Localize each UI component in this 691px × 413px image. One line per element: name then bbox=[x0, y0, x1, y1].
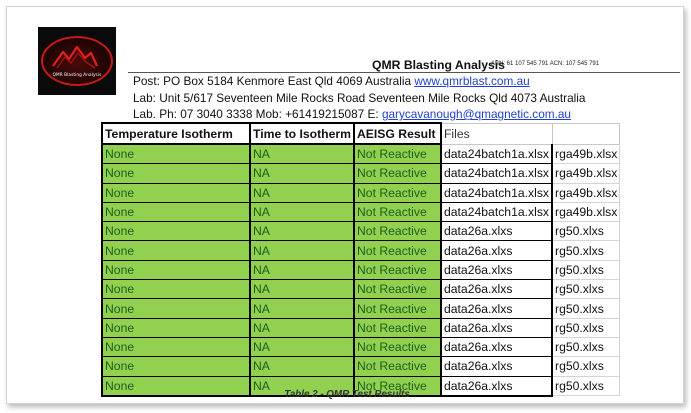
company-logo bbox=[38, 27, 116, 95]
cell-data-file: data26a.xlxs bbox=[441, 337, 552, 356]
letterhead-abn: ABN: 61 107 545 791 ACN: 107 545 791 bbox=[491, 61, 600, 67]
cell-aeisg-result: Not Reactive bbox=[354, 318, 441, 337]
table-row bbox=[102, 144, 620, 164]
cell-data-file: data24batch1a.xlsx bbox=[441, 183, 552, 202]
cell-time-to-isotherm: NA bbox=[250, 202, 354, 221]
table-row bbox=[102, 222, 620, 241]
contact-line bbox=[133, 107, 571, 121]
cell-aeisg-result: Not Reactive bbox=[354, 376, 441, 396]
postal-address: Post: PO Box 5184 Kenmore East Qld 4069 Australia bbox=[133, 74, 415, 88]
cell-data-file: data26a.xlxs bbox=[441, 357, 552, 376]
cell-rga-file: rga49b.xlsx bbox=[552, 183, 620, 202]
website-link[interactable]: www.qmrblast.com.au bbox=[414, 74, 530, 88]
table-header-row bbox=[102, 123, 620, 144]
cell-data-file: data26a.xlxs bbox=[441, 280, 552, 299]
cell-rga-file: rg50.xlxs bbox=[552, 222, 620, 241]
cell-time-to-isotherm: NA bbox=[250, 299, 354, 318]
cell-rga-file: rg50.xlxs bbox=[552, 260, 620, 279]
cell-temperature-isotherm: None bbox=[102, 241, 250, 260]
cell-aeisg-result: Not Reactive bbox=[354, 241, 441, 260]
cell-temperature-isotherm: None bbox=[102, 144, 250, 164]
table-row bbox=[102, 357, 620, 376]
cell-time-to-isotherm: NA bbox=[250, 222, 354, 241]
cell-aeisg-result: Not Reactive bbox=[354, 183, 441, 202]
header-time-to-isotherm: Time to Isotherm bbox=[250, 123, 354, 144]
table-row bbox=[102, 299, 620, 318]
cell-temperature-isotherm: None bbox=[102, 202, 250, 221]
cell-temperature-isotherm: None bbox=[102, 280, 250, 299]
cell-time-to-isotherm: NA bbox=[250, 357, 354, 376]
cell-temperature-isotherm: None bbox=[102, 357, 250, 376]
cell-time-to-isotherm: NA bbox=[250, 144, 354, 164]
letterhead-divider bbox=[128, 72, 680, 73]
cell-aeisg-result: Not Reactive bbox=[354, 164, 441, 183]
cell-rga-file: rga49b.xlsx bbox=[552, 164, 620, 183]
cell-rga-file: rga49b.xlsx bbox=[552, 144, 620, 164]
cell-temperature-isotherm: None bbox=[102, 222, 250, 241]
table-row bbox=[102, 280, 620, 299]
cell-data-file: data26a.xlxs bbox=[441, 222, 552, 241]
cell-aeisg-result: Not Reactive bbox=[354, 280, 441, 299]
logo-mountain-icon bbox=[51, 44, 99, 70]
table-row bbox=[102, 202, 620, 221]
cell-time-to-isotherm: NA bbox=[250, 376, 354, 396]
cell-rga-file: rg50.xlxs bbox=[552, 299, 620, 318]
cell-time-to-isotherm: NA bbox=[250, 318, 354, 337]
document-page bbox=[6, 6, 684, 404]
email-link[interactable]: garycavanough@qmagnetic.com.au bbox=[381, 107, 571, 121]
header-aeisg-result: AEISG Result bbox=[354, 123, 441, 144]
cell-temperature-isotherm: None bbox=[102, 299, 250, 318]
cell-rga-file: rg50.xlxs bbox=[552, 318, 620, 337]
cell-data-file: data26a.xlxs bbox=[441, 299, 552, 318]
header-files: Files bbox=[441, 123, 552, 144]
header-files-extra bbox=[552, 123, 620, 144]
logo-emblem bbox=[41, 36, 113, 86]
cell-rga-file: rg50.xlxs bbox=[552, 280, 620, 299]
table-row bbox=[102, 241, 620, 260]
cell-temperature-isotherm: None bbox=[102, 183, 250, 202]
cell-aeisg-result: Not Reactive bbox=[354, 299, 441, 318]
cell-aeisg-result: Not Reactive bbox=[354, 202, 441, 221]
cell-rga-file: rg50.xlxs bbox=[552, 357, 620, 376]
cell-time-to-isotherm: NA bbox=[250, 183, 354, 202]
results-table bbox=[101, 122, 620, 397]
letterhead-title: QMR Blasting Analysis bbox=[372, 58, 505, 72]
cell-rga-file: rga49b.xlsx bbox=[552, 202, 620, 221]
cell-data-file: data24batch1a.xlsx bbox=[441, 144, 552, 164]
table-row bbox=[102, 260, 620, 279]
cell-temperature-isotherm: None bbox=[102, 164, 250, 183]
cell-data-file: data24batch1a.xlsx bbox=[441, 202, 552, 221]
cell-time-to-isotherm: NA bbox=[250, 280, 354, 299]
table-row bbox=[102, 183, 620, 202]
cell-data-file: data26a.xlxs bbox=[441, 318, 552, 337]
cell-temperature-isotherm: None bbox=[102, 376, 250, 396]
cell-aeisg-result: Not Reactive bbox=[354, 337, 441, 356]
cell-data-file: data26a.xlxs bbox=[441, 241, 552, 260]
cell-time-to-isotherm: NA bbox=[250, 337, 354, 356]
postal-address-line bbox=[133, 74, 530, 88]
cell-data-file: data26a.xlxs bbox=[441, 376, 552, 396]
table-row bbox=[102, 337, 620, 356]
cell-time-to-isotherm: NA bbox=[250, 241, 354, 260]
cell-rga-file: rg50.xlxs bbox=[552, 376, 620, 396]
cell-aeisg-result: Not Reactive bbox=[354, 144, 441, 164]
table-row bbox=[102, 164, 620, 183]
logo-text: QMR Blasting Analysis bbox=[52, 72, 102, 77]
cell-time-to-isotherm: NA bbox=[250, 164, 354, 183]
cell-time-to-isotherm: NA bbox=[250, 260, 354, 279]
cell-temperature-isotherm: None bbox=[102, 337, 250, 356]
cell-aeisg-result: Not Reactive bbox=[354, 260, 441, 279]
cell-data-file: data24batch1a.xlsx bbox=[441, 164, 552, 183]
cell-rga-file: rg50.xlxs bbox=[552, 241, 620, 260]
cell-data-file: data26a.xlxs bbox=[441, 260, 552, 279]
table-row bbox=[102, 318, 620, 337]
cell-temperature-isotherm: None bbox=[102, 318, 250, 337]
phone-text: Lab. Ph: 07 3040 3338 Mob: +61419215087 E: bbox=[133, 107, 382, 121]
header-temperature-isotherm: Temperature Isotherm bbox=[102, 123, 250, 144]
cell-rga-file: rg50.xlxs bbox=[552, 337, 620, 356]
cell-temperature-isotherm: None bbox=[102, 260, 250, 279]
table-caption: Table 2 - QMR Test Results bbox=[284, 389, 410, 400]
cell-aeisg-result: Not Reactive bbox=[354, 222, 441, 241]
cell-aeisg-result: Not Reactive bbox=[354, 357, 441, 376]
lab-address-line: Lab: Unit 5/617 Seventeen Mile Rocks Road Seventeen Mile Rocks Qld 4073 Australia bbox=[133, 91, 586, 105]
